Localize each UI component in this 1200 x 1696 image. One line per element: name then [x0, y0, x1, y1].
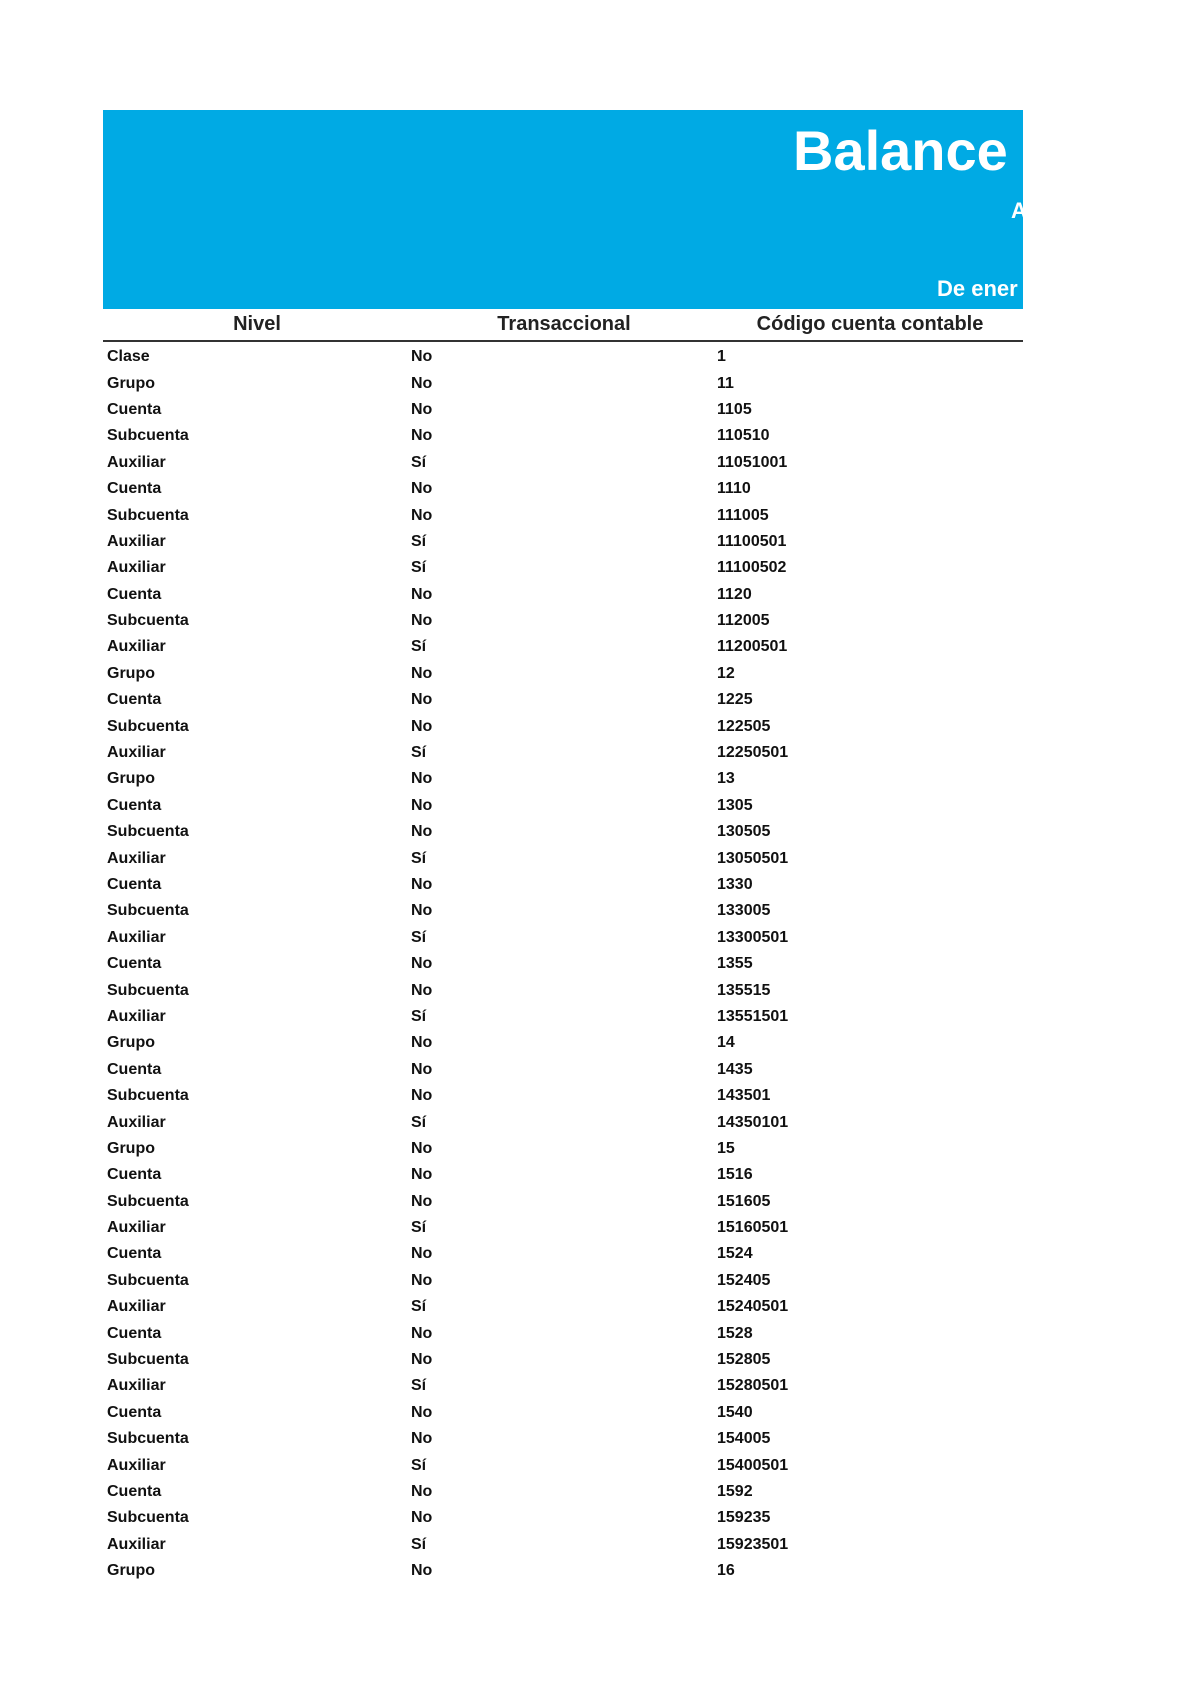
table-row[interactable]	[103, 397, 1023, 423]
table-row[interactable]	[103, 450, 1023, 476]
cell-nivel[interactable]: Cuenta	[107, 955, 162, 973]
cell-transaccional[interactable]: No	[411, 1192, 433, 1210]
cell-nivel[interactable]: Auxiliar	[107, 744, 166, 762]
table-row[interactable]	[103, 872, 1023, 898]
cell-nivel[interactable]: Subcuenta	[107, 717, 189, 735]
table-row[interactable]	[103, 1294, 1023, 1320]
cell-transaccional[interactable]: No	[411, 717, 433, 735]
table-row[interactable]	[103, 1162, 1023, 1188]
cell-nivel[interactable]: Subcuenta	[107, 1430, 189, 1448]
cell-codigo[interactable]: 110510	[717, 427, 770, 445]
cell-transaccional[interactable]: No	[411, 348, 433, 366]
cell-nivel[interactable]: Cuenta	[107, 1403, 162, 1421]
cell-nivel[interactable]: Clase	[107, 348, 150, 366]
table-row[interactable]	[103, 766, 1023, 792]
table-row[interactable]	[103, 1452, 1023, 1478]
cell-codigo[interactable]: 15923501	[717, 1535, 789, 1553]
cell-codigo[interactable]: 1528	[717, 1324, 753, 1342]
cell-transaccional[interactable]: No	[411, 1245, 433, 1263]
table-row[interactable]	[103, 845, 1023, 871]
table-row[interactable]	[103, 793, 1023, 819]
cell-codigo[interactable]: 15	[717, 1139, 735, 1157]
table-row[interactable]	[103, 555, 1023, 581]
table-row[interactable]	[103, 608, 1023, 634]
cell-codigo[interactable]: 15240501	[717, 1298, 789, 1316]
cell-transaccional[interactable]: No	[411, 427, 433, 445]
cell-transaccional[interactable]: No	[411, 1060, 433, 1078]
table-row[interactable]	[103, 1505, 1023, 1531]
cell-codigo[interactable]: 1305	[717, 796, 753, 814]
cell-transaccional[interactable]: No	[411, 1324, 433, 1342]
cell-nivel[interactable]: Grupo	[107, 664, 155, 682]
cell-transaccional[interactable]: No	[411, 1271, 433, 1289]
table-row[interactable]	[103, 582, 1023, 608]
cell-transaccional[interactable]: Sí	[411, 1456, 427, 1474]
cell-nivel[interactable]: Cuenta	[107, 1166, 162, 1184]
table-row[interactable]	[103, 1268, 1023, 1294]
table-row[interactable]	[103, 977, 1023, 1003]
cell-transaccional[interactable]: No	[411, 691, 433, 709]
cell-nivel[interactable]: Auxiliar	[107, 559, 166, 577]
cell-nivel[interactable]: Grupo	[107, 1139, 155, 1157]
cell-codigo[interactable]: 14	[717, 1034, 735, 1052]
cell-codigo[interactable]: 152805	[717, 1351, 771, 1369]
cell-nivel[interactable]: Cuenta	[107, 400, 162, 418]
table-row[interactable]	[103, 1320, 1023, 1346]
column-header-transaccional[interactable]: Transaccional	[497, 313, 631, 335]
cell-codigo[interactable]: 154005	[717, 1430, 771, 1448]
cell-transaccional[interactable]: No	[411, 823, 433, 841]
cell-codigo[interactable]: 11100501	[717, 532, 787, 550]
table-row[interactable]	[103, 819, 1023, 845]
cell-nivel[interactable]: Subcuenta	[107, 902, 189, 920]
cell-transaccional[interactable]: No	[411, 902, 433, 920]
cell-nivel[interactable]: Auxiliar	[107, 1007, 166, 1025]
cell-nivel[interactable]: Cuenta	[107, 1060, 162, 1078]
cell-nivel[interactable]: Auxiliar	[107, 532, 166, 550]
table-row[interactable]	[103, 1004, 1023, 1030]
cell-codigo[interactable]: 1	[717, 348, 726, 366]
report-title: Balance c	[793, 119, 1055, 182]
table-row[interactable]	[103, 687, 1023, 713]
cell-nivel[interactable]: Cuenta	[107, 1245, 162, 1263]
cell-codigo[interactable]: 130505	[717, 823, 771, 841]
cell-codigo[interactable]: 11200501	[717, 638, 788, 656]
cell-transaccional[interactable]: No	[411, 1430, 433, 1448]
table-row[interactable]	[103, 1030, 1023, 1056]
cell-nivel[interactable]: Grupo	[107, 770, 155, 788]
cell-nivel[interactable]: Auxiliar	[107, 928, 166, 946]
table-row[interactable]	[103, 476, 1023, 502]
cell-transaccional[interactable]: No	[411, 1351, 433, 1369]
cell-transaccional[interactable]: No	[411, 1166, 433, 1184]
table-row[interactable]	[103, 344, 1023, 370]
cell-codigo[interactable]: 15280501	[717, 1377, 789, 1395]
cell-codigo[interactable]: 159235	[717, 1509, 771, 1527]
cell-transaccional[interactable]: No	[411, 506, 433, 524]
cell-transaccional[interactable]: No	[411, 796, 433, 814]
cell-codigo[interactable]: 1516	[717, 1166, 753, 1184]
cell-transaccional[interactable]: No	[411, 1509, 433, 1527]
report-subtitle: A	[1011, 198, 1027, 223]
cell-nivel[interactable]: Auxiliar	[107, 849, 166, 867]
cell-codigo[interactable]: 1355	[717, 955, 753, 973]
cell-codigo[interactable]: 112005	[717, 612, 770, 630]
cell-codigo[interactable]: 135515	[717, 981, 771, 999]
cell-transaccional[interactable]: Sí	[411, 744, 427, 762]
table-row[interactable]	[103, 1373, 1023, 1399]
cell-codigo[interactable]: 14350101	[717, 1113, 789, 1131]
cell-transaccional[interactable]: No	[411, 400, 433, 418]
cell-nivel[interactable]: Cuenta	[107, 480, 162, 498]
cell-codigo[interactable]: 1225	[717, 691, 753, 709]
cell-nivel[interactable]: Auxiliar	[107, 1298, 166, 1316]
table-row[interactable]	[103, 740, 1023, 766]
cell-nivel[interactable]: Subcuenta	[107, 1192, 189, 1210]
cell-nivel[interactable]: Auxiliar	[107, 453, 166, 471]
cell-nivel[interactable]: Cuenta	[107, 796, 162, 814]
cell-nivel[interactable]: Cuenta	[107, 691, 162, 709]
spreadsheet-page	[103, 110, 1055, 1584]
cell-nivel[interactable]: Grupo	[107, 1034, 155, 1052]
cell-nivel[interactable]: Subcuenta	[107, 1271, 189, 1289]
cell-codigo[interactable]: 1330	[717, 876, 753, 893]
cell-codigo[interactable]: 13551501	[717, 1007, 789, 1025]
cell-transaccional[interactable]: Sí	[411, 1007, 427, 1025]
cell-transaccional[interactable]: No	[411, 480, 433, 498]
cell-transaccional[interactable]: Sí	[411, 1535, 427, 1553]
cell-nivel[interactable]: Auxiliar	[107, 1456, 166, 1474]
cell-codigo[interactable]: 12250501	[717, 744, 789, 762]
cell-nivel[interactable]: Subcuenta	[107, 981, 189, 999]
cell-transaccional[interactable]: No	[411, 1403, 433, 1421]
cell-nivel[interactable]: Cuenta	[107, 876, 162, 893]
cell-codigo[interactable]: 151605	[717, 1192, 771, 1210]
table-row[interactable]	[103, 1083, 1023, 1109]
cell-codigo[interactable]: 1110	[717, 480, 751, 498]
table-row[interactable]	[103, 1189, 1023, 1215]
table-row[interactable]	[103, 1532, 1023, 1558]
cell-transaccional[interactable]: Sí	[411, 1113, 427, 1131]
cell-transaccional[interactable]: No	[411, 1482, 433, 1500]
cell-codigo[interactable]: 11100502	[717, 559, 787, 577]
cell-transaccional[interactable]: No	[411, 981, 433, 999]
cell-transaccional[interactable]: Sí	[411, 928, 427, 946]
cell-codigo[interactable]: 143501	[717, 1087, 771, 1105]
cell-transaccional[interactable]: Sí	[411, 1377, 427, 1395]
cell-transaccional[interactable]: No	[411, 876, 433, 893]
cell-transaccional[interactable]: Sí	[411, 638, 427, 656]
table-row[interactable]	[103, 1136, 1023, 1162]
cell-transaccional[interactable]: No	[411, 374, 433, 392]
cell-nivel[interactable]: Subcuenta	[107, 823, 189, 841]
cell-codigo[interactable]: 111005	[717, 506, 769, 524]
table-row[interactable]	[103, 1109, 1023, 1135]
cell-nivel[interactable]: Subcuenta	[107, 427, 189, 445]
table-row[interactable]	[103, 951, 1023, 977]
cell-codigo[interactable]: 11051001	[717, 453, 788, 471]
cell-nivel[interactable]: Auxiliar	[107, 1113, 166, 1131]
cell-transaccional[interactable]: No	[411, 1562, 433, 1580]
table-row[interactable]	[103, 661, 1023, 687]
cell-nivel[interactable]: Cuenta	[107, 1482, 162, 1500]
cell-nivel[interactable]: Cuenta	[107, 585, 162, 603]
cell-codigo[interactable]: 13	[717, 770, 735, 788]
table-row[interactable]	[103, 1558, 1023, 1584]
cell-transaccional[interactable]: No	[411, 585, 433, 603]
cell-codigo[interactable]: 15400501	[717, 1456, 789, 1474]
table-row[interactable]	[103, 529, 1023, 555]
table-row[interactable]	[103, 1241, 1023, 1267]
cell-codigo[interactable]: 133005	[717, 902, 771, 920]
table-row[interactable]	[103, 502, 1023, 528]
column-header-nivel[interactable]: Nivel	[233, 313, 281, 335]
cell-transaccional[interactable]: Sí	[411, 849, 427, 867]
cell-transaccional[interactable]: Sí	[411, 453, 427, 471]
table-row[interactable]	[103, 1347, 1023, 1373]
table-row[interactable]	[103, 925, 1023, 951]
cell-nivel[interactable]: Grupo	[107, 1562, 155, 1580]
cell-codigo[interactable]: 12	[717, 664, 735, 682]
report-period: De ener	[937, 276, 1018, 301]
cell-transaccional[interactable]: No	[411, 955, 433, 973]
cell-nivel[interactable]: Subcuenta	[107, 612, 189, 630]
table-row[interactable]	[103, 1479, 1023, 1505]
cell-nivel[interactable]: Auxiliar	[107, 1535, 166, 1553]
cell-codigo[interactable]: 13300501	[717, 928, 789, 946]
cell-codigo[interactable]: 15160501	[717, 1219, 789, 1237]
table-row[interactable]	[103, 898, 1023, 924]
cell-codigo[interactable]: 11	[717, 374, 734, 392]
cell-transaccional[interactable]: No	[411, 1087, 433, 1105]
cell-codigo[interactable]: 152405	[717, 1271, 771, 1289]
cell-codigo[interactable]: 1435	[717, 1060, 753, 1078]
title-banner	[103, 110, 1055, 309]
cell-nivel[interactable]: Subcuenta	[107, 1509, 189, 1527]
table-row[interactable]	[103, 1057, 1023, 1083]
cell-codigo[interactable]: 1540	[717, 1403, 753, 1421]
cell-transaccional[interactable]: No	[411, 664, 433, 682]
cell-codigo[interactable]: 16	[717, 1562, 735, 1580]
cell-nivel[interactable]: Auxiliar	[107, 1377, 166, 1395]
cell-codigo[interactable]: 122505	[717, 717, 771, 735]
table-row[interactable]	[103, 1400, 1023, 1426]
cell-nivel[interactable]: Subcuenta	[107, 1351, 189, 1369]
cell-codigo[interactable]: 1592	[717, 1482, 753, 1500]
cell-nivel[interactable]: Auxiliar	[107, 1219, 166, 1237]
table-row[interactable]	[103, 1426, 1023, 1452]
column-header-codigo[interactable]: Código cuenta contable	[756, 313, 984, 335]
cell-codigo[interactable]: 1524	[717, 1245, 753, 1263]
cell-nivel[interactable]: Grupo	[107, 374, 155, 392]
table-row[interactable]	[103, 370, 1023, 396]
cell-codigo[interactable]: 13050501	[717, 849, 789, 867]
table-row[interactable]	[103, 713, 1023, 739]
cell-transaccional[interactable]: Sí	[411, 532, 427, 550]
cell-nivel[interactable]: Auxiliar	[107, 638, 166, 656]
table-row[interactable]	[103, 423, 1023, 449]
cell-codigo[interactable]: 1120	[717, 585, 752, 603]
table-body	[103, 344, 1023, 1584]
cell-nivel[interactable]: Subcuenta	[107, 1087, 189, 1105]
cell-codigo[interactable]: 1105	[717, 400, 752, 418]
cell-transaccional[interactable]: Sí	[411, 1298, 427, 1316]
cell-transaccional[interactable]: Sí	[411, 1219, 427, 1237]
cell-transaccional[interactable]: Sí	[411, 559, 427, 577]
cell-transaccional[interactable]: No	[411, 770, 433, 788]
table-row[interactable]	[103, 634, 1023, 660]
cell-transaccional[interactable]: No	[411, 1139, 433, 1157]
cell-transaccional[interactable]: No	[411, 1034, 433, 1052]
cell-nivel[interactable]: Cuenta	[107, 1324, 162, 1342]
cell-transaccional[interactable]: No	[411, 612, 433, 630]
cell-nivel[interactable]: Subcuenta	[107, 506, 189, 524]
table-header	[103, 309, 1023, 342]
table-row[interactable]	[103, 1215, 1023, 1241]
